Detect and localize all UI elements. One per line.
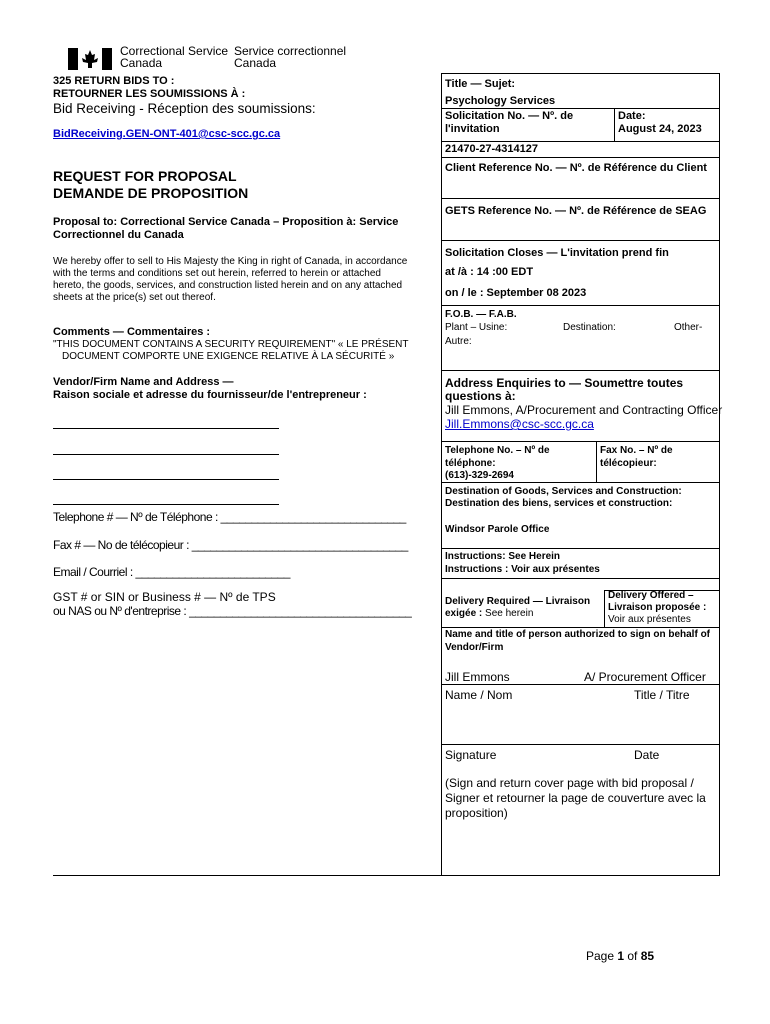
page-current: 1 [617,949,625,963]
telephone-label-2: téléphone: [445,458,496,469]
vendor-line-3[interactable] [53,479,279,480]
contact-name: Jill Emmons, A/Procurement and Contracting Officer [445,403,723,417]
sign-instruction-3: proposition) [445,806,508,820]
sign-instruction-1: (Sign and return cover page with bid proposal / [445,776,694,790]
comments-label: Comments — Commentaires : [53,326,211,338]
right-box-left-border [441,73,442,876]
telephone-value: (613)-329-2694 [445,470,514,481]
page-prefix: Page [586,949,618,963]
bid-receiving-email-link[interactable]: BidReceiving.GEN-ONT-401@csc-scc.gc.ca [53,128,281,140]
offer-line-1: We hereby offer to sell to His Majesty the King in right of Canada, in accordance [53,256,408,267]
rfp-title-en: REQUEST FOR PROPOSAL [53,168,237,184]
divider [441,684,720,685]
authorized-name: Jill Emmons [445,670,510,684]
authorized-label-1: Name and title of person authorized to sign on behalf of [445,629,711,640]
fax-label-2: télécopieur: [600,458,657,469]
divider [441,482,720,483]
divider [441,198,720,199]
delivery-offered-label-1: Delivery Offered – [608,590,694,601]
vendor-line-1[interactable] [53,428,279,429]
title-titre-label: Title / Titre [634,688,690,702]
department-name-en: Correctional Service Canada [120,44,229,70]
divider [596,441,597,482]
divider [441,370,720,371]
fax-label-1: Fax No. – Nº de [600,445,673,456]
department-name-fr: Service correctionnel Canada [234,44,347,70]
solicitation-label-1: Solicitation No. — Nº. de [445,110,574,122]
divider [614,108,615,141]
vendor-label-1: Vendor/Firm Name and Address — [53,376,234,388]
offer-line-3: hereto, the goods, services, and construction listed herein and on any attached [53,280,403,291]
divider [441,157,720,158]
fob-label: F.O.B. — F.A.B. [445,309,517,320]
instructions-line-2: Instructions : Voir aux présentes [445,564,600,575]
vendor-label-2: Raison sociale et adresse du fournisseur/de l'entrepreneur : [53,389,367,401]
divider [441,441,720,442]
title-label: Title — Sujet: [445,78,516,90]
divider [441,627,720,628]
divider [441,240,720,241]
page-of: of [624,949,641,963]
divider [441,548,720,549]
proposal-to-line-2: Correctionnel du Canada [53,229,184,241]
telephone-field[interactable]: Telephone # — Nº de Téléphone : ______________________________ [53,510,406,524]
client-reference-label: Client Reference No. — Nº. de Référence du Client [445,162,707,174]
signature-line [441,744,720,745]
gst-label: GST # or SIN or Business # — Nº de TPS [53,590,276,604]
fob-other: Other- [674,322,703,333]
date-label: Date: [618,110,646,122]
divider [441,578,720,579]
fob-autre: Autre: [445,336,472,347]
right-box-top-border [441,73,720,74]
divider [441,108,720,109]
delivery-required-label: Delivery Required — Livraison [445,596,591,607]
fob-plant: Plant – Usine: [445,322,508,333]
fax-field[interactable]: Fax # — No de télécopieur : ___________________________________ [53,538,408,552]
signature-label: Signature [445,748,497,762]
divider [441,305,720,306]
gst-field[interactable]: ou NAS ou Nº d'entreprise : ____________________________________ [53,604,412,618]
instructions-line-1: Instructions: See Herein [445,551,561,562]
canada-flag-icon [68,48,112,70]
authorized-title: A/ Procurement Officer [584,670,706,684]
sign-instruction-2: Signer et retourner la page de couverture avec la [445,791,706,805]
solicitation-closes-label: Solicitation Closes — L'invitation prend fin [445,247,669,259]
delivery-required-see-herein: See herein [485,608,534,619]
retourner-label: RETOURNER LES SOUMISSIONS À : [53,88,246,100]
form-bottom-border [53,875,720,876]
offer-line-4: sheets at the price(s) set out thereof. [53,292,216,303]
delivery-offered-value: Voir aux présentes [608,614,691,625]
divider [604,590,605,627]
gets-reference-label: GETS Reference No. — Nº. de Référence de SEAG [445,205,707,217]
telephone-label-1: Telephone No. – Nº de [445,445,550,456]
solicitation-label-2: l'invitation [445,123,500,135]
solicitation-number: 21470-27-4314127 [445,143,538,155]
solicitation-closes-date: on / le : September 08 2023 [445,287,587,299]
page-total: 85 [640,949,655,963]
offer-line-2: with the terms and conditions set out herein, referred to herein or attached [53,268,381,279]
authorized-label-2: Vendor/Firm [445,642,504,653]
comments-line-2: DOCUMENT COMPORTE UNE EXIGENCE RELATIVE À LA SÉCURITÉ » [62,351,395,362]
title-value: Psychology Services [445,95,556,107]
contact-email-link[interactable]: Jill.Emmons@csc-scc.gc.ca [445,417,594,431]
comments-line-1: "THIS DOCUMENT CONTAINS A SECURITY REQUIREMENT" « LE PRÉSENT [53,339,409,350]
date-value: August 24, 2023 [618,123,702,135]
enquiries-label-2: questions à: [445,389,516,403]
destination-value: Windsor Parole Office [445,524,550,535]
signature-date-label: Date [634,748,660,762]
delivery-offered-label-2: Livraison proposée : [608,602,707,613]
page-number [586,949,654,963]
divider [441,141,720,142]
delivery-required-exigee: exigée : [445,608,486,619]
destination-label-1: Destination of Goods, Services and Construction: [445,486,682,497]
destination-label-2: Destination des biens, services et construction: [445,498,673,509]
government-logo [68,48,112,70]
delivery-required-value [445,608,533,620]
email-field[interactable]: Email / Courriel : _________________________ [53,565,290,579]
solicitation-closes-time: at /à : 14 :00 EDT [445,266,534,278]
enquiries-label-1: Address Enquiries to — Soumettre toutes [445,376,684,390]
name-label: Name / Nom [445,688,513,702]
right-box-right-border [719,73,720,876]
proposal-to-line-1: Proposal to: Correctional Service Canada – Proposition à: Service [53,216,399,228]
return-bids-label: 325 RETURN BIDS TO : [53,75,175,87]
vendor-line-4[interactable] [53,504,279,505]
fob-destination: Destination: [563,322,616,333]
bid-receiving-label: Bid Receiving - Réception des soumissions: [53,101,316,116]
rfp-title-fr: DEMANDE DE PROPOSITION [53,185,249,201]
vendor-line-2[interactable] [53,454,279,455]
